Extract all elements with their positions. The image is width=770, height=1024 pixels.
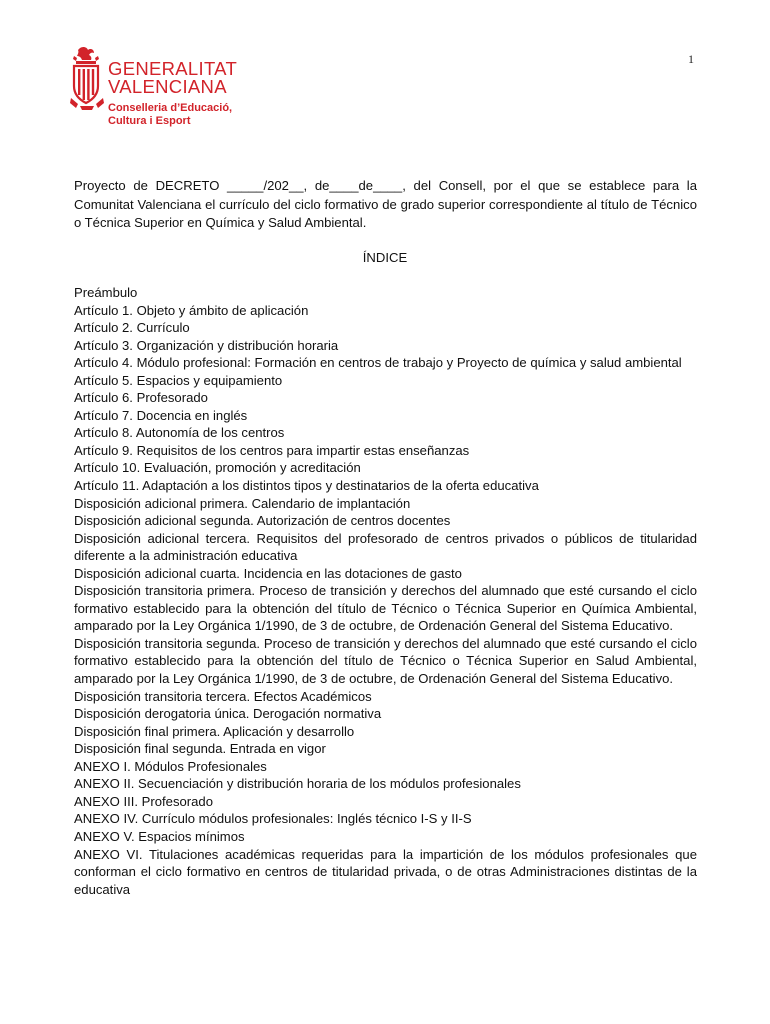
index-item: Artículo 8. Autonomía de los centros (74, 425, 285, 441)
index-item: Disposición adicional tercera. Requisitos del profesorado de centros privados o públicos de titularidad diferente a la administración educativa (74, 530, 697, 564)
logo-department-line1: Conselleria d’Educació, (108, 102, 233, 114)
index-item: Disposición transitoria primera. Proceso de transición y derechos del alumnado que esté cursando el ciclo formativo establecido para la obtención del título de Técnico o Técnica Superior en Química Ambiental, amparado por la Ley Orgánica 1/1990, de 3 de octubre, de Ordenación General del Sistema Educativo. (74, 583, 697, 634)
index-item: Disposición adicional cuarta. Incidencia en las dotaciones de gasto (74, 565, 462, 581)
coat-of-arms-icon (70, 46, 104, 112)
index-item: Artículo 3. Organización y distribución horaria (74, 337, 339, 353)
logo-text (108, 60, 237, 128)
index-item: Disposición transitoria segunda. Proceso de transición y derechos del alumnado que esté cursando el ciclo formativo establecido para la obtención del título de Técnico o Técnica Superior en Salud Ambiental, amparado por la Ley Orgánica 1/1990, de 3 de octubre, de Ordenación General del Sistema Educativo. (74, 635, 697, 687)
index-item: Artículo 4. Módulo profesional: Formación en centros de trabajo y Proyecto de química y salud ambiental (74, 355, 682, 371)
generalitat-logo (70, 46, 270, 130)
index-item: ANEXO II. Secuenciación y distribución horaria de los módulos profesionales (74, 776, 521, 792)
index-item: Artículo 11. Adaptación a los distintos tipos y destinatarios de la oferta educativa (74, 478, 539, 494)
index-heading: ÍNDICE (362, 250, 408, 265)
index-item: Preámbulo (74, 285, 138, 300)
logo-department-line2: Cultura i Esport (108, 115, 191, 127)
index-item: Disposición transitoria tercera. Efectos Académicos (74, 688, 372, 704)
index-item: Disposición final segunda. Entrada en vigor (74, 741, 326, 757)
page-number: 1 (688, 52, 694, 66)
logo-name-line2: VALENCIANA (108, 76, 227, 97)
document-title: Proyecto de DECRETO _____/202__, de____de____, del Consell, por el que se establece para la Comunitat Valenciana el currículo del ciclo formativo de grado superior correspondiente al título de Técnico o Técnica Superior en Química y Salud Ambiental. (74, 178, 697, 230)
index-item: ANEXO VI. Titulaciones académicas requeridas para la impartición de los módulos profesionales que conforman el ciclo formativo en centros de titularidad privada, o de otras Administraciones distintas de la educativa (74, 846, 697, 897)
index-item: Artículo 1. Objeto y ámbito de aplicación (74, 302, 309, 318)
index-item: ANEXO III. Profesorado (74, 793, 213, 809)
index-item: Disposición final primera. Aplicación y desarrollo (74, 723, 355, 739)
index-item: Artículo 2. Currículo (74, 320, 190, 336)
index-item: Disposición adicional segunda. Autorización de centros docentes (74, 513, 451, 529)
index-item: Artículo 9. Requisitos de los centros para impartir estas enseñanzas (74, 442, 470, 458)
index-item: Artículo 6. Profesorado (74, 390, 208, 406)
index-item: Disposición adicional primera. Calendario de implantación (74, 495, 411, 511)
index-item: ANEXO I. Módulos Profesionales (74, 758, 267, 774)
index-item: Disposición derogatoria única. Derogación normativa (74, 706, 382, 722)
logo-name-line1: GENERALITAT (108, 58, 238, 79)
index-item: ANEXO IV. Currículo módulos profesionales: Inglés técnico I-S y II-S (74, 811, 472, 827)
index-item: Artículo 10. Evaluación, promoción y acreditación (74, 460, 361, 476)
index-item: ANEXO V. Espacios mínimos (74, 828, 245, 844)
index-item: Artículo 5. Espacios y equipamiento (74, 372, 283, 388)
index-item: Artículo 7. Docencia en inglés (74, 407, 248, 423)
index-list (74, 284, 697, 898)
